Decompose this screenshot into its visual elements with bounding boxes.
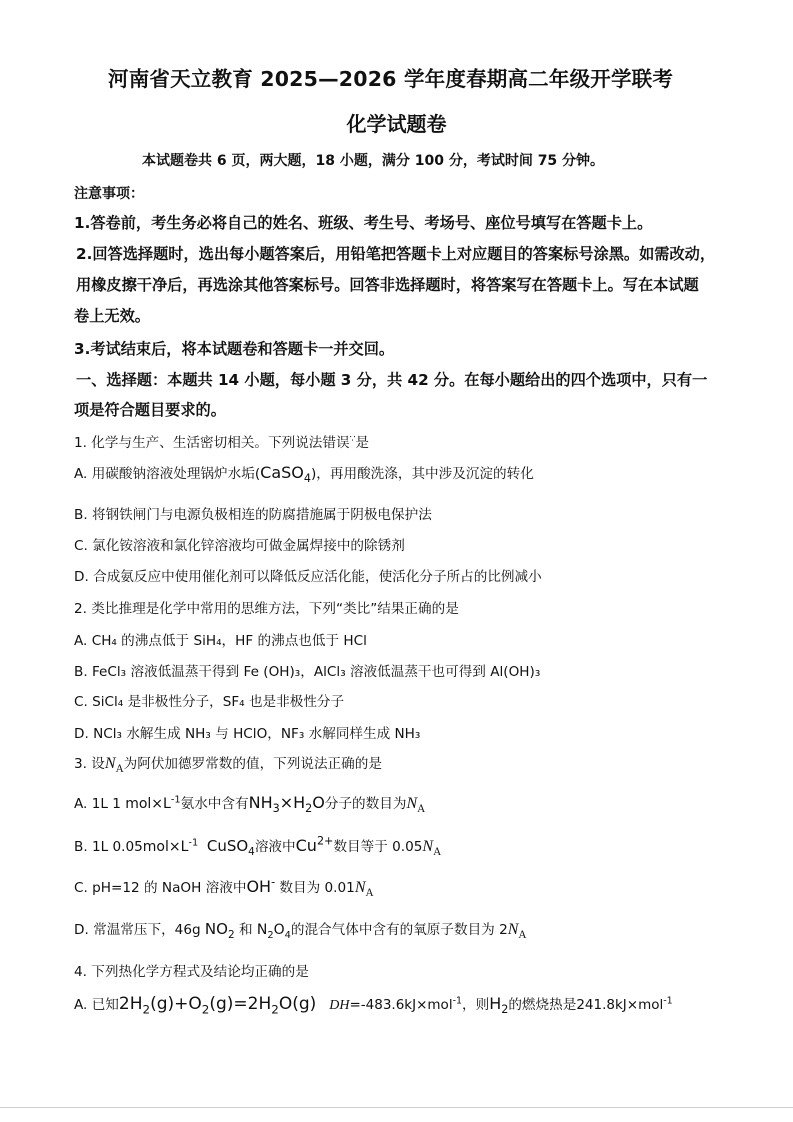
- q4-stem: 4. 下列热化学方程式及结论均正确的是: [74, 964, 309, 980]
- q3-a-pre: A. 1L 1: [74, 796, 126, 812]
- q3-a-f1: NH: [248, 793, 273, 812]
- q4-a-eq3: (g)=2H: [209, 994, 272, 1014]
- q3-d-pre: D. 常温常压下，46g: [74, 922, 205, 938]
- q3-a-f1-sub: 3: [272, 802, 280, 816]
- q3-a-formula: [248, 793, 325, 816]
- q3-d-post: 的混合气体中含有的氧原子数目为 2: [290, 922, 508, 938]
- q3-a-mid: 氨水中含有: [180, 796, 249, 812]
- q3-na-symbol: [104, 755, 124, 776]
- note-1: 1.答卷前，考生务必将自己的姓名、班级、考生号、考场号、座位号填写在答题卡上。: [74, 214, 653, 232]
- q3-b-mid: 溶液中: [254, 839, 296, 855]
- q1-a-post: )，再用酸洗涤，其中涉及沉淀的转化: [311, 466, 534, 482]
- q1-a-formula-sub: 4: [303, 472, 311, 486]
- q2-option-d: D. NCl₃ 水解生成 NH₃ 与 HClO，NF₃ 水解同样生成 NH₃: [74, 726, 421, 742]
- q1-option-a: [74, 462, 534, 486]
- q3-na-letter: N: [104, 755, 116, 772]
- notes-heading: 注意事项：: [74, 186, 144, 202]
- note-2-line-2: 用橡皮擦干净后，再选涂其他答案标号。回答非选择题时，将答案写在答题卡上。写在本试题: [76, 276, 699, 294]
- q2-stem: 2. 类比推理是化学中常用的思维方法，下列“类比”结果正确的是: [74, 601, 459, 617]
- q4-a-eq1: 2H: [118, 994, 143, 1014]
- q1-stem: [74, 431, 369, 451]
- q3-d-f2: [256, 922, 291, 941]
- note-3: 3.考试结束后，将本试题卷和答题卡一并交回。: [74, 340, 395, 358]
- q4-a-heat: [576, 997, 672, 1013]
- q4-a-mid: ，则: [462, 997, 490, 1013]
- q3-d-f2-sub1: 2: [267, 929, 274, 941]
- q3-c-ion: [246, 877, 275, 896]
- q3-a-unit-text: mol×L: [125, 796, 171, 812]
- q3-option-d: [74, 918, 527, 942]
- q4-a-eq3-sub: 2: [271, 1002, 279, 1017]
- q3-d-f1-text: NO: [204, 920, 228, 938]
- q3-d-f2-sub2: 4: [284, 929, 291, 941]
- q4-a-h2-text: H: [489, 994, 502, 1013]
- q4-a-value: [349, 997, 462, 1013]
- q3-b-f-sub: 4: [248, 846, 255, 858]
- q4-a-heat-text: 241.8kJ×mol: [576, 997, 664, 1013]
- q3-d-f1: [204, 920, 235, 941]
- q2-option-b: B. FeCl₃ 溶液低温蒸干得到 Fe (OH)₃，AlCl₃ 溶液低温蒸干也可得到 Al(OH)₃: [74, 664, 541, 680]
- q3-a-na: [406, 795, 426, 816]
- q3-c-na: [354, 879, 374, 900]
- q3-c-ion-sup: -: [271, 875, 276, 889]
- q2-option-c: C. SiCl₄ 是非极性分子，SF₄ 也是非极性分子: [74, 694, 345, 710]
- q4-a-val-text: =-483.6kJ×mol: [349, 997, 453, 1013]
- q3-option-b: [74, 834, 442, 859]
- q3-a-unit: [125, 796, 180, 812]
- q3-b-na-letter: N: [422, 838, 434, 855]
- q3-a-post: 分子的数目为: [324, 796, 407, 812]
- q4-a-h2-sub: 2: [501, 1003, 509, 1017]
- q4-a-eq2: (g)+O: [150, 994, 202, 1014]
- q3-c-na-letter: N: [354, 879, 366, 896]
- q3-d-f2b: O: [273, 922, 285, 938]
- q2-option-a: A. CH₄ 的沸点低于 SiH₄，HF 的沸点也低于 HCl: [74, 633, 367, 649]
- q3-a-na-letter: N: [406, 795, 418, 812]
- q1-stem-text: 1. 化学与生产、生活密切相关。下列说法错误: [74, 435, 350, 451]
- q1-option-b: B. 将钢铁闸门与电源负极相连的防腐措施属于阴极电保护法: [74, 507, 432, 523]
- q3-d-f1-sub: 2: [227, 929, 235, 941]
- q3-a-unit-sup: -1: [170, 794, 181, 806]
- q3-option-a: [74, 792, 426, 816]
- q3-d-and: 和: [238, 922, 253, 938]
- q1-option-c: C. 氯化铵溶液和氯化锌溶液均可做金属焊接中的除锈剂: [74, 538, 405, 554]
- paper-title: 河南省天立教育 2025—2026 学年度春期高二年级开学联考: [108, 67, 674, 91]
- q3-c-ion-text: OH: [246, 877, 272, 896]
- q3-b-pre: B. 1L 0.05: [74, 839, 143, 855]
- q1-stem-mark: ∵: [349, 434, 356, 445]
- q3-a-na-sub: A: [417, 803, 426, 816]
- q3-d-f2-text: N: [256, 922, 268, 938]
- paper-subtitle: 化学试题卷: [346, 112, 447, 136]
- q4-a-equation: [118, 994, 317, 1017]
- q3-d-na-letter: N: [507, 921, 519, 938]
- q3-na-sub: A: [115, 763, 124, 776]
- note-2-line-3: 卷上无效。: [74, 307, 150, 325]
- q1-option-d: D. 合成氨反应中使用催化剂可以降低反应活化能，使活化分子所占的比例减小: [74, 569, 542, 585]
- q3-c-na-sub: A: [365, 887, 374, 900]
- q1-stem-end: 是: [355, 435, 369, 451]
- q4-a-eq4: O(g): [278, 994, 317, 1014]
- q3-stem-pre: 3. 设: [74, 756, 105, 772]
- q4-a-mid2: 的燃烧热是: [508, 997, 577, 1013]
- q3-b-unit-text: mol×L: [142, 839, 189, 855]
- page-bottom-rule: [0, 1107, 793, 1108]
- note-2-line-1: 2.回答选择题时，选出每小题答案后，用铅笔把答题卡上对应题目的答案标号涂黑。如需改动，: [76, 245, 716, 263]
- q1-a-formula: [260, 463, 311, 486]
- q3-c-post: 数目为 0.01: [275, 880, 355, 896]
- intro-line: 本试题卷共 6 页，两大题，18 小题，满分 100 分，考试时间 75 分钟。: [142, 153, 605, 169]
- q4-option-a: [74, 993, 673, 1017]
- q3-d-na-sub: A: [518, 929, 527, 942]
- q3-b-unit: [143, 839, 198, 855]
- q3-b-ion-text: Cu: [295, 836, 317, 855]
- q1-a-formula-text: CaSO: [260, 463, 304, 482]
- q3-a-f2-sub: 2: [305, 802, 313, 816]
- q3-b-formula: [206, 837, 255, 858]
- q4-a-eq1-sub: 2: [142, 1002, 151, 1017]
- section-1-heading-cont: 项是符合题目要求的。: [74, 401, 226, 419]
- q3-option-c: [74, 875, 374, 900]
- q3-stem: [74, 752, 382, 776]
- q3-a-f3: O: [312, 793, 325, 812]
- q4-a-h2: [489, 994, 509, 1017]
- q3-d-na: [507, 921, 527, 942]
- q4-a-dh: DH: [329, 998, 350, 1013]
- q3-b-unit-sup: -1: [188, 837, 199, 849]
- q3-c-pre: C. pH=12 的 NaOH 溶液中: [74, 880, 247, 896]
- q4-a-pre: A. 已知: [74, 997, 119, 1013]
- section-1-heading: 一、选择题：本题共 14 小题，每小题 3 分，共 42 分。在每小题给出的四个选项中，只有一: [76, 371, 708, 389]
- q4-a-heat-sup: -1: [663, 995, 673, 1007]
- q3-b-ion: [296, 836, 334, 855]
- q3-b-na: [422, 838, 442, 859]
- q3-stem-post: 为阿伏加德罗常数的值，下列说法正确的是: [123, 756, 382, 772]
- q3-b-f: CuSO: [206, 837, 249, 855]
- q4-a-val-sup: -1: [452, 995, 462, 1007]
- q3-b-post: 数目等于 0.05: [333, 839, 423, 855]
- q3-b-ion-sup: 2+: [316, 834, 334, 848]
- q1-a-pre: A. 用碳酸钠溶液处理锅炉水垢(: [74, 466, 261, 482]
- q3-b-na-sub: A: [433, 846, 442, 859]
- q4-a-eq2-sub: 2: [201, 1002, 210, 1017]
- q3-a-f2: ×H: [279, 793, 306, 812]
